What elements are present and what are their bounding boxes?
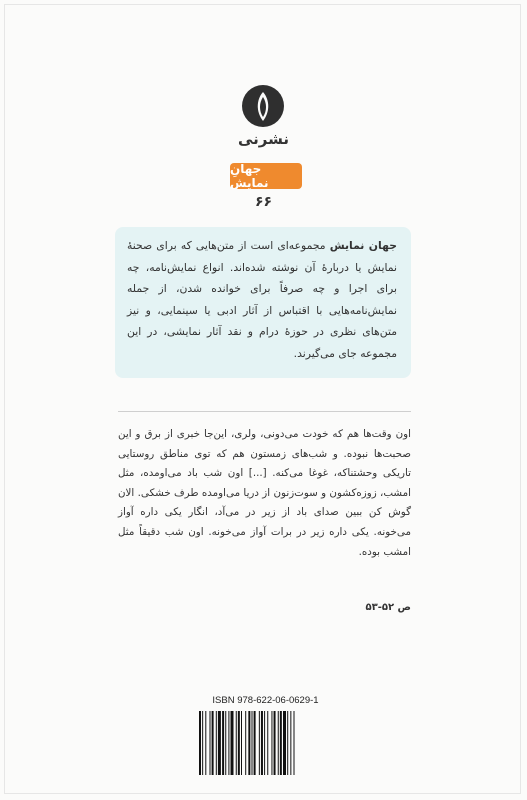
barcode-bar xyxy=(216,711,217,775)
barcode-bar xyxy=(238,711,240,775)
series-description xyxy=(115,227,411,378)
barcode-bar xyxy=(283,711,286,775)
nashr-ney-logo-icon xyxy=(241,84,285,128)
barcode-bar xyxy=(248,711,250,775)
barcode-bar xyxy=(252,711,253,775)
barcode-bar xyxy=(245,711,246,775)
barcode-bar xyxy=(271,711,272,775)
barcode-bar xyxy=(254,711,256,775)
barcode-bar xyxy=(210,711,211,775)
barcode-bar xyxy=(294,711,295,775)
barcode-bar xyxy=(202,711,203,775)
barcode-bar xyxy=(278,711,279,775)
barcode-bar xyxy=(218,711,221,775)
barcode-bar xyxy=(212,711,214,775)
barcode-bar xyxy=(228,711,229,775)
excerpt-page-ref: ص ۵۲-۵۳ xyxy=(365,602,411,613)
barcode-bar xyxy=(290,711,291,775)
publisher-name: نشرنی xyxy=(237,130,290,148)
barcode-bar xyxy=(287,711,288,775)
description-text: مجموعه‌ای است از متن‌هایی که برای صحنهٔ نمایش یا دربارهٔ آن نوشته شده‌اند. انواع نمایش‌نامه، چه برای اجرا و چه صرفاً برای خوانده شدن، از جمله نمایش‌نامه‌هایی با اقتباس از آثار ادبی یا سینمایی، و نیز متن‌های نظری در حوزهٔ درام و نقد آثار نمایشی، در این مجموعه جای می‌گیرند. xyxy=(127,239,397,360)
barcode-bar xyxy=(231,711,234,775)
barcode-bar xyxy=(274,711,276,775)
series-badge xyxy=(230,163,302,189)
barcode-bar xyxy=(280,711,282,775)
barcode-bar xyxy=(259,711,260,775)
barcode-bar xyxy=(222,711,224,775)
barcode-bar xyxy=(236,711,237,775)
series-name: جهانِ نمایش xyxy=(230,162,269,190)
barcode xyxy=(197,711,334,775)
isbn-text: ISBN 978-622-06-0629-1 xyxy=(212,695,319,706)
description-lead: جهان نمایش xyxy=(329,239,397,252)
barcode-bar xyxy=(225,711,226,775)
divider xyxy=(118,411,411,412)
barcode-bar xyxy=(241,711,242,775)
barcode-bar xyxy=(205,711,206,775)
series-number: ۶۶ xyxy=(254,194,273,210)
excerpt-quote: اون وقت‌ها هم که خودت می‌دونی، ولری، این‌جا خبری از برق و این صحبت‌ها نبوده. و شب‌های زمستون هم که توی مناطق روستایی تاریکی وحشتناکه، غوغا می‌کنه. [...] اون شب باد می‌اومده، مثل امشب، زوزه‌کشون و سوت‌زنون از دریا می‌اومده طرف خشکی. الان گوش کن ببین صدای باد از زیر در می‌آد، انگار یکی داره آواز می‌خونه. یکی داره زیر در برات آواز می‌خونه. اون شب دقیقاً مثل امشب بوده. xyxy=(118,428,411,558)
barcode-bar xyxy=(264,711,265,775)
barcode-bar xyxy=(199,711,201,775)
barcode-bar xyxy=(267,711,268,775)
barcode-bar xyxy=(261,711,263,775)
